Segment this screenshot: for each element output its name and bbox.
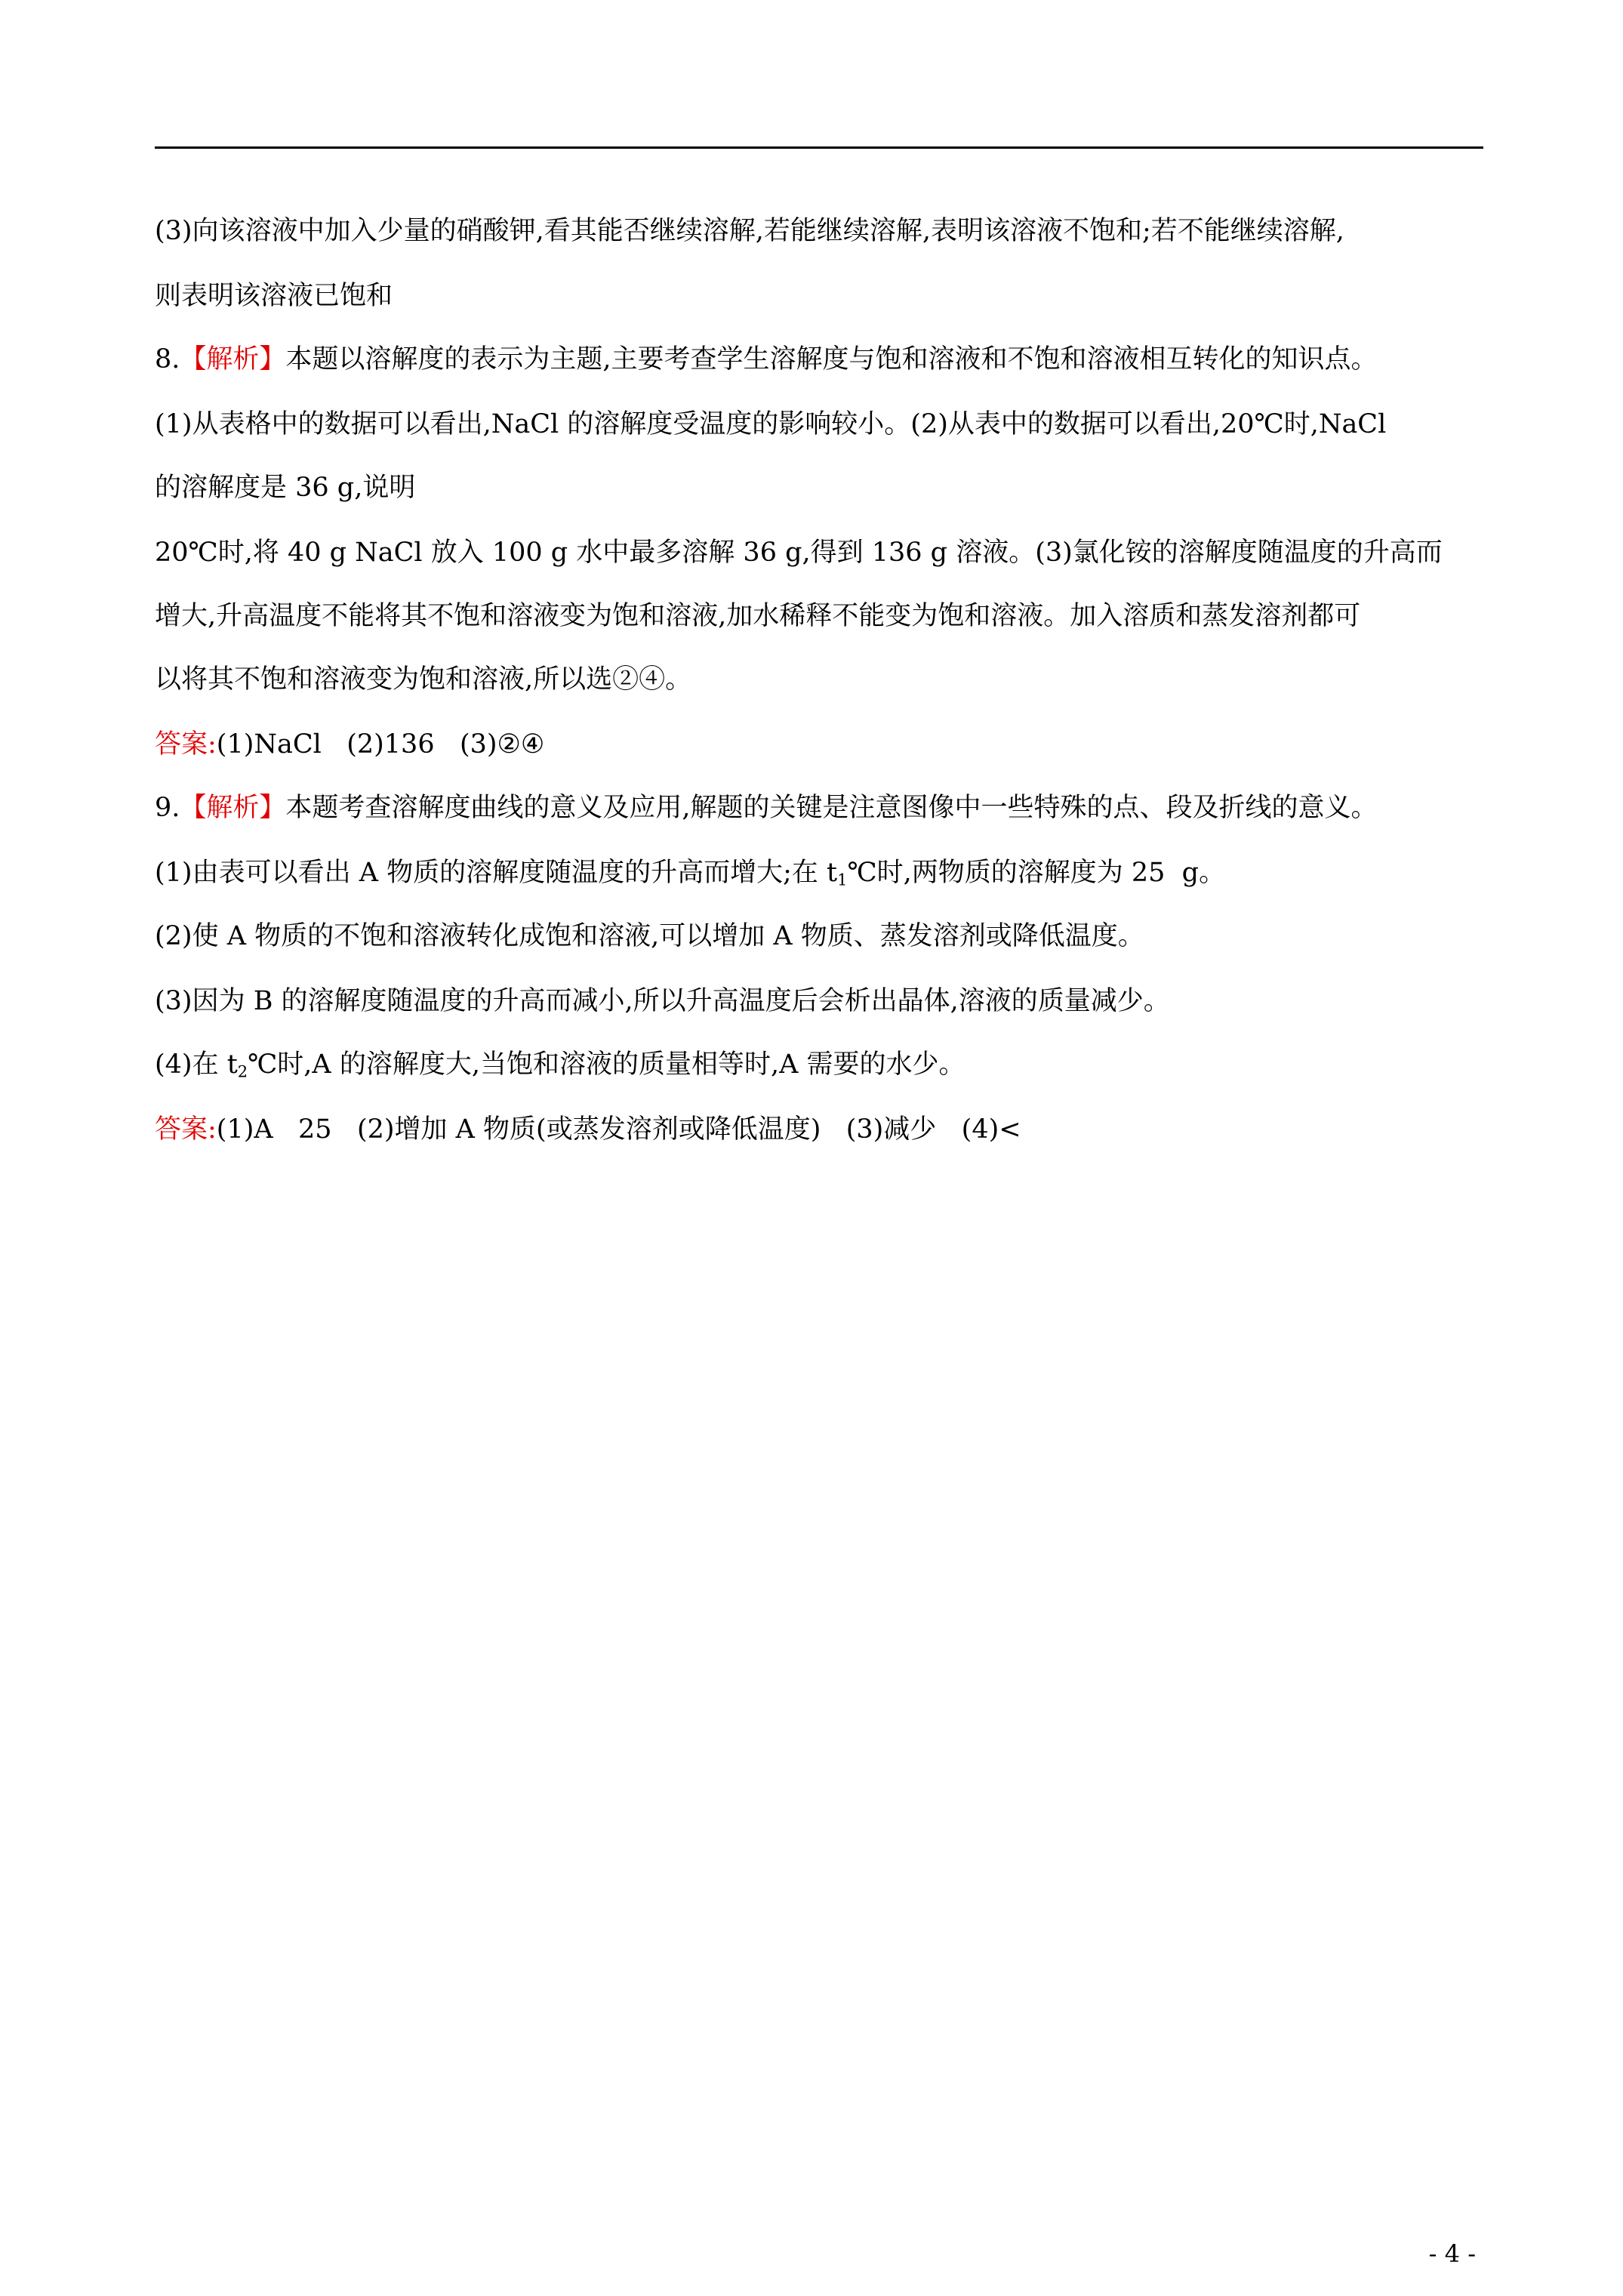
header-rule <box>155 146 1483 149</box>
q7-part3-line1: (3)向该溶液中加入少量的硝酸钾,看其能否继续溶解,若能继续溶解,表明该溶液不饱和;若不能继续溶解, <box>155 216 1344 246</box>
q9-intro <box>155 788 1378 827</box>
q9-analysis-tag: 【解析】 <box>180 793 286 823</box>
q9-answer <box>155 1110 1021 1149</box>
q8-number: 8. <box>155 344 180 374</box>
q9-line5: (4)在 $t_2℃$时,A 的溶解度大,当饱和溶液的质量相等时,A 需要的水少。 <box>155 1049 965 1081</box>
q9-line2: (1)由表可以看出 A 物质的溶解度随温度的升高而增大;在 $t_1℃$时,两物质的溶解度为 25 g。 <box>155 858 1226 889</box>
q8-answer-label: 答案: <box>155 729 217 760</box>
q8-line3: 的溶解度是 36 g,说明 <box>155 473 416 503</box>
q8-line4: 20℃时,将 40 g NaCl 放入 100 g 水中最多溶解 36 g,得到 136 g 溶液。(3)氯化铵的溶解度随温度的升高而 <box>155 538 1443 568</box>
q8-line2: (1)从表格中的数据可以看出,NaCl 的溶解度受温度的影响较小。(2)从表中的数据可以看出,20℃时,NaCl <box>155 409 1387 439</box>
q9-number: 9. <box>155 793 180 823</box>
q8-line5: 增大,升高温度不能将其不饱和溶液变为饱和溶液,加水稀释不能变为饱和溶液。加入溶质和蒸发溶剂都可 <box>155 601 1361 631</box>
q8-intro-text: 本题以溶解度的表示为主题,主要考查学生溶解度与饱和溶液和不饱和溶液相互转化的知识点。 <box>285 344 1378 374</box>
subscript-1: 1 <box>837 871 848 889</box>
q9-answer-label: 答案: <box>155 1114 217 1145</box>
q8-analysis-tag: 【解析】 <box>180 344 286 374</box>
q8-intro <box>155 340 1378 379</box>
q9-line4: (3)因为 B 的溶解度随温度的升高而减小,所以升高温度后会析出晶体,溶液的质量减少。 <box>155 986 1170 1016</box>
q8-answer-text: (1)NaCl (2)136 (3)②④ <box>216 729 545 760</box>
q9-intro-text: 本题考查溶解度曲线的意义及应用,解题的关键是注意图像中一些特殊的点、段及折线的意义。 <box>285 793 1378 823</box>
page-number: - 4 - <box>1428 2239 1476 2268</box>
q9-line3: (2)使 A 物质的不饱和溶液转化成饱和溶液,可以增加 A 物质、蒸发溶剂或降低温度。 <box>155 921 1144 951</box>
q8-line6: 以将其不饱和溶液变为饱和溶液,所以选②④。 <box>155 664 692 695</box>
subscript-2: 2 <box>237 1062 248 1081</box>
q8-answer <box>155 725 544 764</box>
q9-answer-text: (1)A 25 (2)增加 A 物质(或蒸发溶剂或降低温度) (3)减少 (4)< <box>216 1114 1021 1145</box>
q7-part3-line2: 则表明该溶液已饱和 <box>155 281 393 311</box>
